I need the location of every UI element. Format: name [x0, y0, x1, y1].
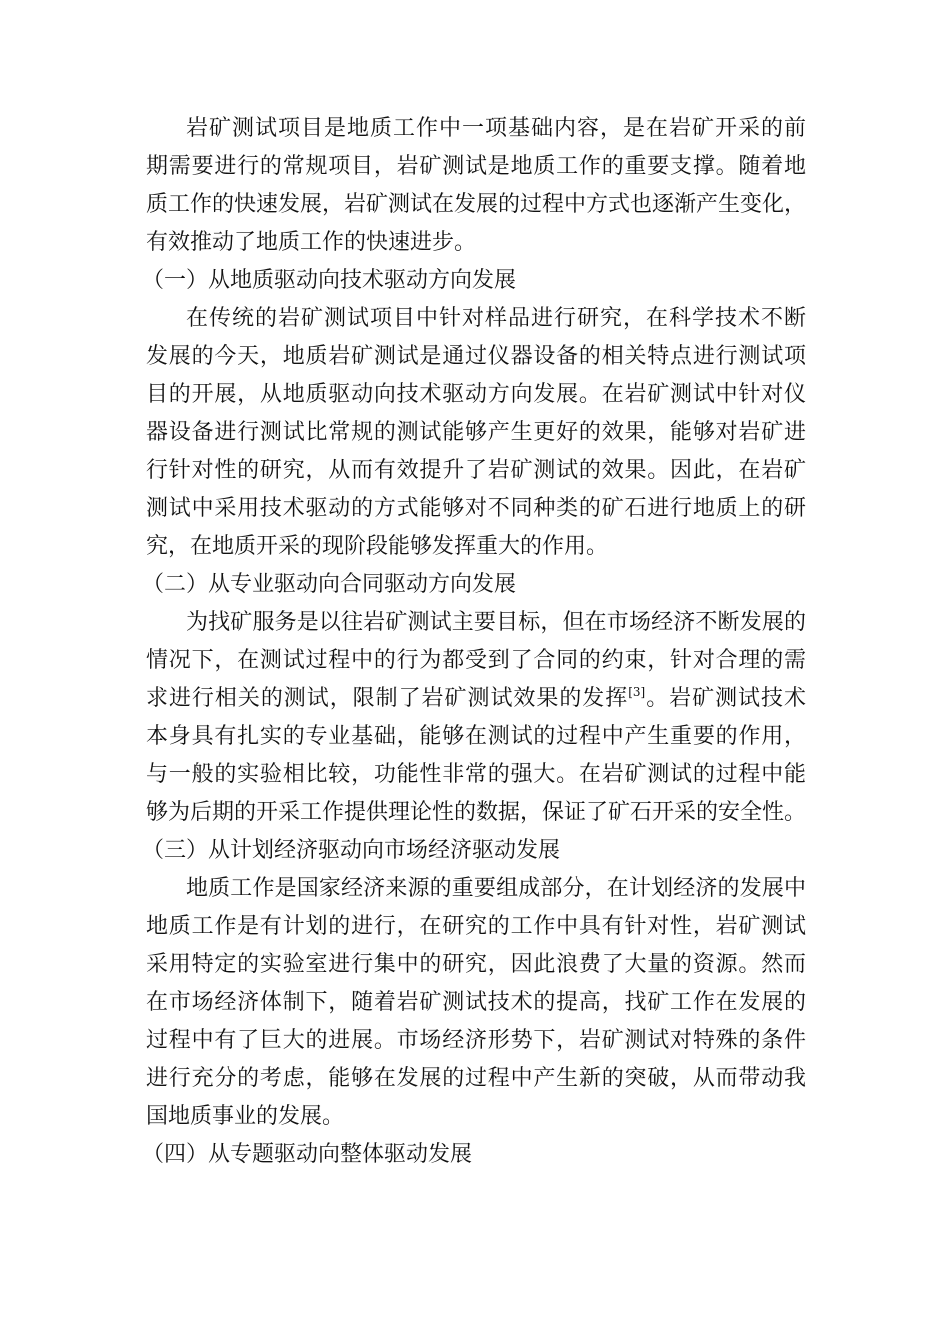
paragraph-line: 地质工作是国家经济来源的重要组成部分，在计划经济的发展中: [186, 876, 806, 901]
paragraph-line: 究，在地质开采的现阶段能够发挥重大的作用。: [146, 534, 609, 559]
citation-mark: [3]: [628, 685, 646, 699]
paragraph-line: 测试中采用技术驱动的方式能够对不同种类的矿石进行地质上的研: [146, 496, 806, 521]
paragraph-line: 够为后期的开采工作提供理论性的数据，保证了矿石开采的安全性。: [146, 800, 807, 825]
paragraph-line: 目的开展，从地质驱动向技术驱动方向发展。在岩矿测试中针对仪: [146, 382, 806, 407]
section-heading: （一）从地质驱动向技术驱动方向发展: [142, 268, 517, 293]
paragraph-line: 期需要进行的常规项目，岩矿测试是地质工作的重要支撑。随着地: [146, 154, 806, 179]
paragraph-line: 本身具有扎实的专业基础，能够在测试的过程中产生重要的作用，: [146, 724, 806, 749]
paragraph-line: 质工作的快速发展，岩矿测试在发展的过程中方式也逐渐产生变化，: [146, 192, 807, 217]
paragraph-line: 情况下，在测试过程中的行为都受到了合同的约束，针对合理的需: [146, 648, 806, 673]
paragraph-line: 行针对性的研究，从而有效提升了岩矿测试的效果。因此，在岩矿: [146, 458, 806, 483]
section-heading: （二）从专业驱动向合同驱动方向发展: [142, 572, 517, 597]
paragraph-text: 求进行相关的测试，限制了岩矿测试效果的发挥: [146, 686, 629, 711]
intro-paragraph: [146, 110, 806, 262]
paragraph-line: 采用特定的实验室进行集中的研究，因此浪费了大量的资源。然而: [146, 952, 806, 977]
paragraph-text: 。岩矿测试技术: [645, 686, 806, 711]
section-heading: （三）从计划经济驱动向市场经济驱动发展: [142, 838, 561, 863]
section-4: [142, 1136, 806, 1174]
section-heading: （四）从专题驱动向整体驱动发展: [142, 1142, 473, 1167]
paragraph-line: 地质工作是有计划的进行，在研究的工作中具有针对性，岩矿测试: [146, 914, 806, 939]
section-2: [142, 566, 807, 832]
paragraph-line: 在市场经济体制下，随着岩矿测试技术的提高，找矿工作在发展的: [146, 990, 806, 1015]
paragraph-line: 国地质事业的发展。: [146, 1104, 345, 1129]
paragraph-line: 岩矿测试项目是地质工作中一项基础内容，是在岩矿开采的前: [186, 116, 806, 141]
paragraph-line: 有效推动了地质工作的快速进步。: [146, 230, 477, 255]
paragraph-line: 发展的今天，地质岩矿测试是通过仪器设备的相关特点进行测试项: [146, 344, 806, 369]
paragraph-line: 器设备进行测试比常规的测试能够产生更好的效果，能够对岩矿进: [146, 420, 806, 445]
paragraph-line: 与一般的实验相比较，功能性非常的强大。在岩矿测试的过程中能: [146, 762, 806, 787]
section-3: [142, 832, 806, 1136]
paragraph-line: 为找矿服务是以往岩矿测试主要目标，但在市场经济不断发展的: [186, 610, 806, 635]
paragraph-line: 进行充分的考虑，能够在发展的过程中产生新的突破，从而带动我: [146, 1066, 806, 1091]
paragraph-line: 过程中有了巨大的进展。市场经济形势下，岩矿测试对特殊的条件: [146, 1028, 806, 1053]
section-1: [142, 262, 806, 566]
document-body: [142, 110, 807, 1174]
paragraph-line: 在传统的岩矿测试项目中针对样品进行研究，在科学技术不断: [186, 306, 806, 331]
paragraph-line-with-citation: [146, 680, 806, 718]
